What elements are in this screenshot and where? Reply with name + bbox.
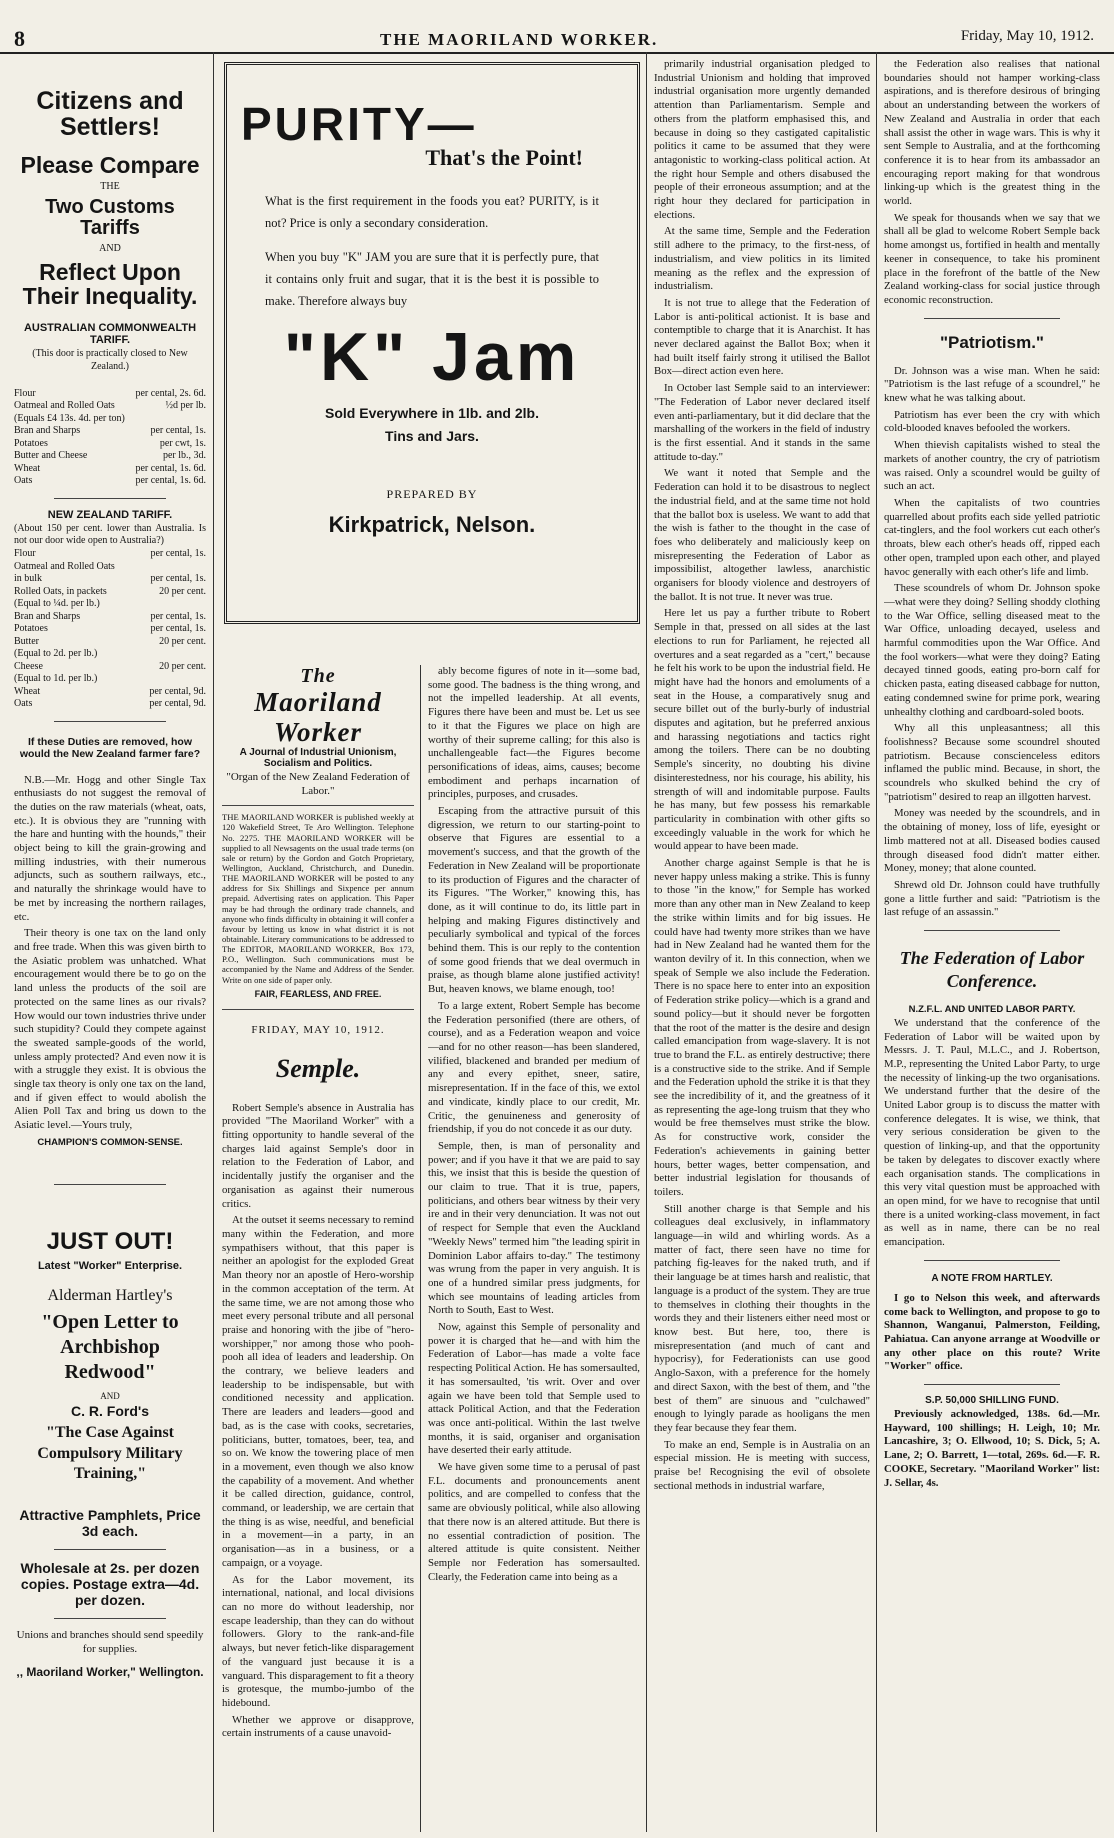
- divider: [924, 1260, 1060, 1261]
- paragraph: Dr. Johnson was a wise man. When he said: "Patriotism is the last refuge of a scoundrel," he knew what he was talking about.: [884, 364, 1100, 405]
- tariff-item: Bran and Sharps: [14, 425, 81, 437]
- tariff-duty: per lb., 3d.: [162, 450, 206, 462]
- tariff-duty: per cental, 1s.: [150, 425, 206, 437]
- paragraph: We speak for thousands when we say that we shall all be glad to welcome Robert Semple back home amongst us, fortified in health and mentally keener in consequence, to take his prominent place in the forefront of the battle of the New Zealand working-class for social justice through economic reconstruction.: [884, 211, 1100, 306]
- tariff-row: [14, 661, 206, 674]
- paragraph: Here let us pay a further tribute to Robert Semple in that, pressed on all sides at the last elections to run for Parliament, he rejected all overtures and a seat regarded as a "cert," because he felt his work to be upon the industrial field. He might have had the honors and emoluments of a seat in the House, a comparatively snug and secure billet out of the burly-burly of industrial disputes and agitation, but he preferred anxious and harassing negotiations and tactics right among the toilers. There can be no doubting Semple's sincerity, no doubting his divine disinterestedness, nor his courage, his ability, his strength of will and indomitable purpose. Faults he has many, but few possess his remarkable particularity in combination with other gifts so exceedingly valuable in the work for which he would appear to have been made.: [654, 607, 870, 853]
- tariff-row: [14, 425, 206, 438]
- tariff-row: [14, 475, 206, 488]
- paragraph: To make an end, Semple is in Australia on an especial mission. He is meeting with success, praise be! Recognising the evil of obsolete sectional methods in industrial warfare,: [654, 1438, 870, 1492]
- paragraph: Robert Semple's absence in Australia has provided "The Maoriland Worker" with a fitting opportunity to handle several of the charges laid against Semple's door in relation to the Federation of Labor, and incidentally justify the organiser and the organisation as against their numerous critics.: [222, 1101, 414, 1210]
- column-rule: [420, 665, 421, 1832]
- paragraph: Patriotism has ever been the cry with which cold-blooded knaves befooled the workers.: [884, 408, 1100, 435]
- tariff-duty: 20 per cent.: [159, 660, 206, 672]
- tariff-headline-3: Two Customs Tariffs: [45, 196, 175, 240]
- conference-text: We understand that the conference of the Federation of Labor will be waited upon by Messrs. J. T. Paul, M.L.C., and J. Robertson, M.P., representing the United Labor Party, to urge the necessity of linking-up the two organisations. We understand further that the desire of the United Labor group is to discuss the matter with conference delegates. It is wise, we think, that very serious consideration be given to the question of linking-up, and that the opportunity be taken by delegates to discover exactly where each organisation stands. The complications in this very vital question must be approached with an open mind, for we have to recognise that until there is a united working-class movement, in fact as well as in name, there can be no real emancipation.: [884, 1016, 1100, 1249]
- divider: [924, 930, 1060, 931]
- paragraph: ably become figures of note in it—some bad, some good. The badness is the thing wrong, and not the impelled leadership. At all events, Figures there have been and must be. Let us see to it that the Figures we place on high are worthy of their supreme calling; for this also is unchallengeable fact—the Figures become personifications of ideas, aims, causes; become embodiment and perhaps incarnation of principles, purposes, and crusades.: [428, 665, 640, 801]
- editorial-text-a: [222, 1102, 414, 1741]
- column-rule: [646, 52, 647, 1832]
- tariff-row: [14, 636, 206, 649]
- tariff-item: Rolled Oats, in packets: [14, 585, 107, 597]
- paragraph: Why all this unpleasantness; all this foolishness? Because some scoundrel shouted patriotism. Because conscienceless editors inflamed the public mind. Because, in short, the scoundrels who skulked behind the cry of "patriotism" desired to reap an illgotten harvest.: [884, 722, 1100, 803]
- paragraph: When thievish capitalists wished to steal the markets of another country, the cry of patriotism was raised. Only a scoundrel would be guilty of such an act.: [884, 439, 1100, 493]
- nz-tariff-note: (About 150 per cent. lower than Australia. Is not our door wide open to Australia?): [14, 522, 206, 547]
- column-editorial-b: [428, 665, 640, 1835]
- jam-body-1: What is the first requirement in the foods you eat? PURITY, is it not? Price is only a secondary consideration.: [265, 194, 599, 230]
- jam-subheadline: That's the Point!: [425, 145, 583, 170]
- tariff-item: Flour: [14, 548, 36, 560]
- tariff-row: [14, 450, 206, 463]
- tariff-row: [14, 623, 206, 636]
- jam-advert: [224, 62, 640, 624]
- pamphlet-and: AND: [100, 1391, 120, 1402]
- nz-tariff-title: NEW ZEALAND TARIFF.: [47, 508, 173, 521]
- conference-subtitle: N.Z.F.L. AND UNITED LABOR PARTY.: [908, 1003, 1076, 1015]
- tariff-row: [14, 573, 206, 586]
- tariff-row: [14, 438, 206, 451]
- tariff-row: [14, 413, 206, 426]
- issue-date: Friday, May 10, 1912.: [960, 28, 1094, 44]
- paragraph: Shrewd old Dr. Johnson could have truthfully gone a little further and said: "Patriotism is the last refuge of an assassin.": [884, 878, 1100, 919]
- paragraph: Semple, then, is man of personality and power; and if you have it that we are paid to say this, we insist that this is beside the question of our claim to true. That it is true, papers, politicians, and others bear witness by their very ire and in their very denunciation. It was not out of respect for Semple that even the Auckland "Weekly News" termed him "the leading spirit in Dominion Labor affairs to-day." The testimony was wrung from the paper in very anguish. It is one of a hundred similar press judgments, for which see mountains of leading articles from North to South, East to West.: [428, 1139, 640, 1317]
- divider: [54, 1549, 166, 1550]
- paragraph: At the outset it seems necessary to remind many within the Federation, and more sympathisers without, that this paper is neither an apologist for the exploded Great Man theory nor an apostle of Hero-worship in the common acceptation of the term. At the same time, we are not among those who meet every personal tribute and all personal praise and honoring with the jibe of "hero-worshipper," nor among those who pooh-pooh all idea of leaders and leadership. On the contrary, we believe leaders and leadership to be indispensable, but with conditioned necessity and application. There are leaders and leaders—good and bad, as is the case with cooks, secretaries, politicians, butter, tomatoes, beer, tea, and so on. We know the towering place of men in a movement, even though we also know the capability of a movement. And whether it be called direction, guidance, control, command, or leadership, we are certain that the thing is as wise, needful, and beneficial in a movement—in a party, in an organisation—as in a business, or a campaign, or a voyage.: [222, 1214, 414, 1569]
- tariff-item: Potatoes: [14, 437, 48, 449]
- tariff-duty: per cwt, 1s.: [159, 437, 206, 449]
- tariff-row: [14, 598, 206, 611]
- tariff-duty: per cental, 1s.: [150, 548, 206, 560]
- aus-tariff-note: (This door is practically closed to New Zealand.): [32, 348, 188, 372]
- paragraph: We have given some time to a perusal of past F.L. documents and pronouncements anent politics, and are compelled to confess that the same are obviously political, while also allowing that there now is an altered attitude. But there is no essential contradiction of position. The altered attitude is quite consistent. Neither Semple nor Federation has somersaulted. Clearly, the Federation came into being as a: [428, 1461, 640, 1583]
- masthead-motto: FAIR, FEARLESS, AND FREE.: [254, 988, 382, 999]
- hartley-text: I go to Nelson this week, and afterwards come back to Wellington, and propose to go to Shannon, Wanganui, Palmerston, Feilding, Pahiatua. Can anyone arrange at Woodville or any other place on this route? Write "Worker" office.: [884, 1291, 1100, 1373]
- editorial-title: Semple.: [275, 1053, 361, 1083]
- divider: [222, 805, 414, 806]
- tariff-row: [14, 388, 206, 401]
- pamphlet-title-1: "Open Letter to Archbishop Redwood": [41, 1311, 179, 1384]
- divider: [54, 1184, 166, 1185]
- tariff-row: [14, 698, 206, 711]
- tariff-duty: per cental, 1s.: [150, 623, 206, 635]
- jam-body-2: When you buy "K" JAM you are sure that it is perfectly pure, that it contains only fruit and sugar, that it is the best it is possible to make. Therefore always buy: [265, 249, 599, 308]
- aus-tariff-list: [14, 388, 206, 488]
- paragraph: Now, against this Semple of personality and power it is charged that he—and with him the Federation of Labor—has made a volte face respecting Political Action. He has somersaulted, it has somersaulted, 'tis writ. Over and over again we have been told that Semple used to attack Political Action, and that the Federation was once anti-political. Within the last twelve months, it is said, organiser and organisation have deserted their early attitude.: [428, 1321, 640, 1457]
- page-number: 8: [14, 26, 25, 51]
- paragraph: It is not true to allege that the Federation of Labor is anti-political actionist. It is base and contemptible to charge that it is Anarchist. It has never declared against the Ballot Box; when it had built itself fairly strong it utilised the Ballot Box—direct action even here.: [654, 296, 870, 378]
- tariff-item: Oatmeal and Rolled Oats: [14, 400, 115, 412]
- divider: [54, 1618, 166, 1619]
- tariff-duty: ½d per lb.: [165, 400, 206, 412]
- divider: [54, 498, 166, 499]
- pamphlet-author-2: C. R. Ford's: [71, 1402, 149, 1419]
- divider: [54, 721, 166, 722]
- tariff-headline-2: Please Compare: [20, 151, 200, 178]
- aus-tariff-title: AUSTRALIAN COMMONWEALTH TARIFF.: [23, 322, 197, 347]
- masthead-the: The: [300, 665, 336, 687]
- jam-sold: Sold Everywhere in 1lb. and 2lb. Tins and Jars.: [325, 405, 539, 444]
- paragraph: As for the Labor movement, its international, national, and local divisions can no more do without leadership, nor escape leadership, than they can do without followers. Glory to the rank-and-file always, but never fetich-like disparagement of the vanguard just because it is a vanguard. This disparagement to fit a theory is grotesque, the mumbo-jumbo of the hidebound.: [222, 1573, 414, 1709]
- right-intro: [884, 58, 1100, 308]
- paragraph: Whether we approve or disapprove, certain instruments of a cause unavoid-: [222, 1713, 414, 1740]
- jam-headline: PURITY—: [241, 98, 477, 150]
- fund-title: S.P. 50,000 SHILLING FUND.: [925, 1395, 1059, 1407]
- paragraph: the Federation also realises that national boundaries should not hamper working-class aspirations, and is therefore desirous of bringing about an understanding between the workers of New Zealand and Australia in order that each shall assist the other in wage wars. This is why it sent Semple to Australia, and at the forthcoming conference it is to hear from its ambassador an encouraging report making for that wondrous linking-up which is the greatest thing in the world.: [884, 58, 1100, 208]
- divider: [222, 1009, 414, 1010]
- tariff-row: [14, 648, 206, 661]
- tariff-row: [14, 586, 206, 599]
- editorial-text-c: [654, 58, 870, 1493]
- fund-text: Previously acknowledged, 138s. 6d.—Mr. Hayward, 100 shillings; H. Leigh, 10; Mr. Lancashire, 3; O. Ellwood, 10; S. Dick, 5; A. Lane, 2; O. Barrett, 1—total, 269s. 6d.—F. R. COOKE, Secretary. "Maoriland Worker" list: J. Sellar, 4s.: [884, 1408, 1100, 1489]
- pamphlet-sub: Latest "Worker" Enterprise.: [37, 1260, 183, 1273]
- tariff-duty: 20 per cent.: [159, 585, 206, 597]
- paragraph: At the same time, Semple and the Federation still adhere to the primacy, to the first-ness, of industrialism, and view politics in its limited meaning as the reflex and the expression of industrialism.: [654, 225, 870, 293]
- divider: [924, 1384, 1060, 1385]
- tariff-row: [14, 673, 206, 686]
- editorial-dateline: FRIDAY, MAY 10, 1912.: [251, 1023, 385, 1036]
- tariff-item: Oatmeal and Rolled Oats: [14, 560, 115, 572]
- jam-brand: "K" Jam: [283, 319, 581, 396]
- conference-title: The Federation of Labor Conference.: [899, 948, 1085, 992]
- tariff-duty: per cental, 1s. 6d.: [135, 462, 206, 474]
- pamphlet-address: ,, Maoriland Worker," Wellington.: [16, 1665, 204, 1680]
- tariff-item: Bran and Sharps: [14, 610, 81, 622]
- masthead-tagline: A Journal of Industrial Unionism, Socialism and Politics.: [239, 747, 397, 770]
- paragraph: When the capitalists of two countries quarrelled about profits each side yelled patriotic cat-tinglers, and the fool workers cut each other's throats, blew each other's heads off, ripped each other open, trampled upon each other, and played havoc generally with each other's life and limb.: [884, 496, 1100, 578]
- paragraph: We want it noted that Semple and the Federation can hold it to be disastrous to neglect the industrial field, and at the same time not hold that the ballot box is useless. We want to add that the wish is father to the thought in the case of foes who deliberately and maliciously keep on misrepresenting the Federation of Labor as impossibilist, altogether lawless, anarchistic organisers for bloody violence and destroyers of the ballot. It is not true. It never was true.: [654, 467, 870, 603]
- tariff-para: N.B.—Mr. Hogg and other Single Tax enthusiasts do not suggest the removal of the duties on the raw materials (wheat, oats, etc.). It is obvious they are "running with the hare and hunting with the hounds," their object being to kill the grain-growing and milling industries, with their numerous adjuncts, such as southern railways, etc., and naturally the shrinkage would have to be met by increasing the northern railages, etc.: [14, 773, 206, 923]
- tariff-the: THE: [100, 180, 120, 192]
- tariff-duty: per cental, 1s. 6d.: [135, 475, 206, 487]
- divider: [924, 318, 1060, 319]
- tariff-item: (Equal to 2d. per lb.): [14, 648, 98, 660]
- tariff-duty: 20 per cent.: [159, 635, 206, 647]
- paragraph: Still another charge is that Semple and his colleagues deal exclusively, in inflammatory language—in wild and whirling words. As a matter of fact, there seen have no time for patching fig-leaves for the naked truth, and if their language be at times harsh and realistic, that language is a product of the system. They are true to themselves in clothing their thoughts in the words they and their listeners either need most or know best. But here, too, there is misrepresentation (and much of cant and hypocrisy), for Federationists can use good Anglo-Saxon, with a preference for the homely and direct Saxon, with the best of them, and "the best of them" are sinuous and "culchawed" enough to lyingly parade as hooligans the men they fear because they fear them.: [654, 1202, 870, 1434]
- tariff-item: Wheat: [14, 685, 41, 697]
- masthead-title: Maoriland Worker: [254, 687, 382, 747]
- tariff-row: [14, 686, 206, 699]
- hartley-title: A NOTE FROM HARTLEY.: [931, 1272, 1053, 1284]
- tariff-item: in bulk: [14, 573, 43, 585]
- tariff-duty: per cental, 2s. 6d.: [135, 387, 206, 399]
- masthead-notice: THE MAORILAND WORKER is published weekly at 120 Wakefield Street, Te Aro Wellington. Telephone No. 2275. THE MAORILAND WORKER will be supplied to all Newsagents on the usual trade terms (on sale or return) by the Gordon and Gotch Proprietary, Wellington, Auckland, Christchurch, and Dunedin. THE MAORILAND WORKER will be posted to any address for Six Shillings and Sixpence per annum prepaid. Advertising rates on application. This Paper may be had through the ordinary trade channels, and anyone who finds difficulty in obtaining it will confer a favour by letting us know in what district it is not obtainable. Literary communications to be addressed to The EDITOR, MAORILAND WORKER, Box 173, P.O., Wellington. Such communications must be accompanied by the Name and Address of the Sender. Write on one side of paper only.: [222, 812, 414, 985]
- jam-prepared: PREPARED BY: [386, 487, 478, 502]
- pamphlet-title-2: "The Case Against Compulsory Military Training,": [37, 1423, 183, 1483]
- tariff-duty: per cental, 9d.: [149, 698, 206, 710]
- paragraph: In October last Semple said to an interviewer: "The Federation of Labor never declared itself even anti-parliamentary, but it did declare that the marshalling of the workers in the field of industry is the first essential. And it stands in the same attitude to-day.": [654, 382, 870, 463]
- tariff-headline: Citizens and Settlers!: [36, 87, 184, 142]
- editorial-text-b: [428, 665, 640, 1584]
- tariff-duty: per cental, 9d.: [149, 685, 206, 697]
- tariff-question: If these Duties are removed, how would the New Zealand farmer fare?: [19, 735, 201, 760]
- tariff-row: [14, 561, 206, 574]
- column-tariff: [14, 58, 206, 1833]
- tariff-row: [14, 463, 206, 476]
- paper-title: THE MAORILAND WORKER.: [380, 30, 659, 49]
- paragraph: primarily industrial organisation pledged to Industrial Unionism and holding that improved industrial organisation more urgently demanded attention than Parliamentarism. Semple and others from the platform emphasised this, and because in doing so they castigated capitalistic politics it came to be assumed that they were antagonistic to working-class political action. At the right hour Semple and others disabused the people of their erroneous assumption; and at the right hour they declared for participation in elections.: [654, 58, 870, 221]
- tariff-item: Oats: [14, 698, 33, 710]
- tariff-item: Cheese: [14, 660, 43, 672]
- pamphlet-author-1: Alderman Hartley's: [47, 1287, 173, 1305]
- jam-maker: Kirkpatrick, Nelson.: [328, 512, 536, 538]
- tariff-item: (Equal to 1d. per lb.): [14, 673, 98, 685]
- tariff-item: Wheat: [14, 462, 41, 474]
- tariff-row: [14, 400, 206, 413]
- page-header: [0, 0, 1114, 54]
- paragraph: Another charge against Semple is that he is never happy unless making a strike. This is funny to those "in the know," for Semple has worked more than any other man in New Zealand to keep the strike within limits and for big issues. He could have had twenty more strikes than we have had in New Zealand had he wanted them for the wanton devilry of it. In this connection, when we speak of Semple we also include the Federation. There is no space here to enter into an exposition of Federation strike policy—which is a grand and sound policy—but it should never be forgotten that the root of the matter is the desire and design called emancipation from wage-slavery. It is not true to brand the F.L. as entirely destructive; there is a constructive side to the strike. And if Semple and the Federation uphold the strike it is that they see the incredibility of it, and the greatness of it as representing the age-long truism that they who would be free themselves must strike the blow. As for constructive work, consider the Federation's achievements in gaining better hours, better wages, better compensation, and better industrial legislation for thousands of toilers.: [654, 857, 870, 1198]
- tariff-item: Potatoes: [14, 623, 48, 635]
- paragraph: Escaping from the attractive pursuit of this digression, we return to our starting-point to observe that Figures are essential to a movement's success, and that the growth of the Federation in New Zealand will be proportionate to its production of Figures and the character of its Figures. "The Worker," knowing this, has done, as it will continue to do, its little part in helping and making Figures distinctively and peculiarly symbolical and typical of the forces behind them. This is our reply to the contention of some good friends that we deal overmuch in praise, as though blame alone justified activity! But, heaven knows, we blame enough, too!: [428, 805, 640, 996]
- pamphlet-note: Unions and branches should send speedily for supplies.: [16, 1629, 204, 1656]
- paragraph: These scoundrels of whom Dr. Johnson spoke—what were they doing? Selling shoddy clothing to the War Office, selling diseased meat to the War Office, unloading decayed, useless and harmful commodities upon the War Office. And the fool workers—what were they doing? Eating decayed tinned goods, eating pro-born calf for chicken pasta, eating diseased cabbage for nutton, eating condemned swine for prime pork, wearing unhealthy clothing and cardboard-soled boots.: [884, 582, 1100, 718]
- tariff-para: Their theory is one tax on the land only and free trade. When this was given birth to the Asiatic problem was unhatched. What encouragement would there be to go on the land unless the products of the soil are protected on the same lines as our rivals? How would our town industries thrive under such stupidity? Could they compete against the sweated sample-goods of the world, unless amply protected? And even now it is with a struggle they exist. It is obvious the single tax theory is only one tax on the land, and if given effect to would abolish the Alien Poll Tax and bring us down to the Asiatic level.—Yours truly,: [14, 927, 206, 1132]
- tariff-item: (Equal to ¼d. per lb.): [14, 598, 100, 610]
- tariff-item: Flour: [14, 387, 36, 399]
- masthead-organ: "Organ of the New Zealand Federation of Labor.": [226, 771, 410, 798]
- tariff-item: (Equals £4 13s. 4d. per ton): [14, 412, 125, 424]
- column-editorial-c: [654, 58, 870, 1833]
- paragraph: To a large extent, Robert Semple has become the Federation personified (there are others, of course), and as a Federation weapon and voice—and for no other reason—has been slandered, vilified, blackened and branded per medium of any and every epithet, sneer, satire, misrepresentation. If in the face of this, we extol and vindicate, kindly place to our credit, Mr. Critic, the genuineness and generosity of friendship, if you do not concede it as our duty.: [428, 999, 640, 1136]
- tariff-item: Butter and Cheese: [14, 450, 88, 462]
- patriotism-text: [884, 365, 1100, 920]
- tariff-signature: CHAMPION'S COMMON-SENSE.: [37, 1136, 183, 1148]
- tariff-row: [14, 611, 206, 624]
- patriotism-title: "Patriotism.": [940, 332, 1044, 352]
- paragraph: Money was needed by the scoundrels, and in the obtaining of money, loss of life, eyesight or limb mattered not at all. Diseased bodies caused through diseased food didn't matter either. Money, money; that alone counted.: [884, 807, 1100, 875]
- column-rule: [876, 52, 877, 1832]
- pamphlet-price: Attractive Pamphlets, Price 3d each.: [19, 1507, 201, 1540]
- pamphlet-headline: JUST OUT!: [46, 1227, 174, 1255]
- tariff-row: [14, 548, 206, 561]
- column-editorial-a: [222, 665, 414, 1835]
- column-right: [884, 58, 1100, 1833]
- tariff-duty: per cental, 1s.: [150, 610, 206, 622]
- tariff-headline-4: Reflect Upon Their Inequality.: [22, 259, 198, 310]
- tariff-item: Oats: [14, 475, 33, 487]
- tariff-and: AND: [99, 243, 121, 255]
- tariff-duty: per cental, 1s.: [150, 573, 206, 585]
- nz-tariff-list: [14, 548, 206, 711]
- column-rule: [213, 52, 214, 1832]
- tariff-item: Butter: [14, 635, 39, 647]
- pamphlet-wholesale: Wholesale at 2s. per dozen copies. Postage extra—4d. per dozen.: [20, 1560, 200, 1609]
